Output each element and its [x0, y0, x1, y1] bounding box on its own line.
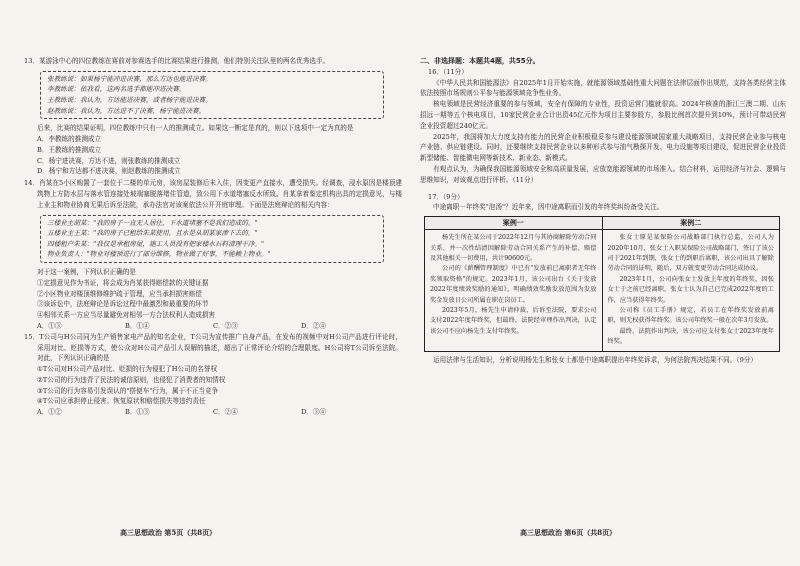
q13-statement: 王教练说：我认为，方达能进决赛，或者杨宁能进决赛。: [47, 95, 212, 104]
right-page: [420, 56, 786, 365]
case-two-cell: [602, 230, 780, 351]
q14-option-c[interactable]: C．②③: [213, 321, 238, 330]
q14-option-b[interactable]: B．①④: [125, 321, 150, 330]
left-page: [24, 56, 402, 418]
q14-statement: 五楼业主王某："我的房子已租给朱某使用，且水是从胡某家渗下去的。": [47, 229, 258, 238]
q14-statement: 三楼业主胡某："我的房子一直无人居住，下水道堵塞不是我们造成的。": [47, 218, 258, 227]
case-one-paragraph: 杨先生所在某公司于2022年12月与其协商解除劳动合同关系，并一次性结清因解除劳动合同关系产生的补偿、赔偿及其他相关一切费用，共计90600元。: [430, 234, 597, 262]
q15-option-c[interactable]: C．②④: [213, 408, 238, 417]
q13-condition: 后来，比赛的结果证明，四位教练中只有一人的推测成立。如果这一断定是真的，则以下选项中一定为真的是: [37, 124, 354, 133]
q16-question: 有观点认为，为确保我国能源领域安全和高质量发展，应放宽能源领域的市场准入。结合材料，运用经济与社会、逻辑与思维知识，对该观点进行评析。（11分）: [420, 164, 786, 184]
q13-statement: 李教练说：依我看，这两名选手都能冲进决赛。: [47, 85, 186, 94]
q14-ask: 对于这一案例，下列认识正确的是: [37, 267, 136, 276]
q16-paragraph: 核电领域是民营经济重要的参与领域，安全有保障的专业性，投资运营门槛就很高。2024年核准的浙江三澳二期、山东招远一期等五个核电项目，10家民营企业合计出资45亿元作为项目主要参股方，参股比例首次提升到10%，预计可带动民营企业投资超过240亿元。: [420, 100, 786, 130]
case-one-paragraph: 2023年5月，杨先生申请仲裁，后诉至法院，要求公司支付2022年度年终奖，但最终，法院经审理作出判决，认定该公司不应向杨先生支付年终奖。: [430, 307, 597, 335]
left-page-footer: 高三思想政治 第5页（共8页）: [120, 528, 217, 537]
q17-question: 运用法律与生活知识，分析说明杨先生和张女士都是中途离职提出年终奖诉求，为何法院判决结果不同。（9分）: [433, 355, 757, 364]
q14-item: ④相邻关系一方应当尽量避免对相邻一方合法权利人造成损害: [37, 311, 216, 320]
q15-option-b[interactable]: B．①③: [125, 408, 150, 417]
case-two-paragraph: 2023年1月，公司向张女士发放上年度的年终奖，因张女士于之前已经离职，张女士认为自己已完成2022年度的工作，应当获得年终奖。: [607, 275, 774, 304]
q14-item: ③该诉讼中，法庭辩论是诉讼过程中最激烈和最重要的环节: [37, 300, 209, 309]
q15-option-d[interactable]: D．③④: [301, 408, 327, 417]
q13-stem: 13．某游泳中心的四位教练在赛前对参赛选手的比赛结果进行推测，他们特别关注队里的两名优秀选手。: [24, 57, 330, 65]
q14-item: ②小区物业对楼顶维修维护疏于管理，应当承担损害赔偿: [37, 289, 202, 298]
case-two-paragraph: 张女士原是某保险公司战略部门执行总监，公司人为2020年10月，张女士入职某保险公司战略部门，签订了该公司于2021年到期，张女士的到职后离职，该公司出具了解除劳动合同的证明，随后，双方就变更劳动合同达成协议。: [607, 234, 774, 273]
q15-option-a[interactable]: A．①②: [37, 408, 62, 417]
q15-options: [24, 407, 402, 418]
q13-statement-box: [40, 71, 384, 119]
q14-statement: 四楼租户朱某："我仅是承租房屋，施工人员没有把家楼水石料清理干净。": [47, 239, 265, 248]
q13-option-a[interactable]: A．李教练的推测成立: [37, 134, 102, 143]
case-two-header: 案例二: [602, 217, 780, 230]
q14-item: ①定损意见作为书证，将会成为肖某获得赔偿款的关键证据: [37, 278, 209, 287]
q14-option-d[interactable]: D．②④: [301, 321, 327, 330]
case-table: [424, 216, 780, 351]
q15-item: ②T公司的行为违背了民法的诚信原则，也侵犯了消费者的知情权: [37, 375, 226, 384]
q14-option-a[interactable]: A．①③: [37, 321, 62, 330]
q13-statement: 赵教练说：我认为，方达进不了决赛，杨宁能进决赛。: [47, 106, 206, 115]
right-page-footer: 高三思想政治 第6页（共8页）: [520, 528, 617, 537]
case-one-paragraph: 公司的《薪酬管理制度》中已有"发放前已离职者无年终奖领取资格"的规定。2023年1月，该公司出台《关于发放2022年度绩效奖励的通知》，明确绩效奖励发放范围为发放奖金发放日公司所属在职在岗员工。: [430, 265, 597, 304]
q14-options: [24, 321, 402, 332]
case-one-header: 案例一: [425, 217, 603, 230]
q14-stem: 14．肖某在5小区购置了一套位于二楼的单元房，该房屋装修后未入住，因变更产直接水，遭受损失。经调查，浸水原因是楼顶建筑物上方防水层与落水管连接处坡端塞脱落堵住管道，致公用下水道堵塞反水所致。肖某拿着鉴定机构出具的定损意见，与楼上业主和物业协商无果后诉至法院，承办法官对该案依法公开开庭审理。下面是法庭辩论的相关内容：: [24, 179, 402, 209]
q16-paragraph: 《中华人民共和国能源法》自2025年1月开始实施，就能源领域基础性重大问题在法律层面作出规范，支持各类经营主体依法按照市场规则公平参与能源领域竞争性业务。: [420, 78, 786, 98]
case-two-paragraph: 公司称《员工手册》规定，若员工在年终奖发放前离职，则无权获得年终奖。该公司年终奖一般在次年3月发放。: [607, 307, 774, 325]
q13-option-c[interactable]: C．杨宁进决赛，方达不进，则张教练的推测成立: [37, 156, 181, 165]
q15-item: ①T公司对H公司产品对比、贬损的行为侵犯了H公司的名誉权: [37, 365, 218, 374]
case-one-cell: [425, 230, 603, 351]
q13-option-d[interactable]: D．杨宁和方达都不进决赛，则赵教练的推测成立: [37, 167, 181, 176]
q17-intro: 中途离职－年终奖"泡汤"？近年来，因中途离职而引发的年终奖纠纷备受关注。: [433, 203, 664, 212]
q16-heading: 16．（11分）: [428, 67, 468, 76]
q17-heading: 17．（9分）: [428, 192, 464, 201]
q16-paragraph: 2025年，我国将加大力度支持有能力的民营企业积极稳妥参与建设能源领域国家重大战略项目，支持民营企业参与核电产业链、供应链建设。同时，还要继续支持民营企业以多种形式参与油气勘探开发、电力设施等项目建设，促进民营企业投资新型储能、智能微电网等新技术、新业态、新模式。: [420, 132, 786, 163]
q14-statement-box: [40, 215, 384, 263]
case-two-paragraph: 最终，法院作出判决，该公司应支付张女士2023年度年终奖。: [607, 327, 774, 346]
q15-stem: 15．T公司与H公司同为生产销售家电产品的知名企业，T公司为宣传推广自身产品，在发布的视频中对H公司产品进行评论时，采用对比、贬损等方式，使公众对H公司产品引人误解的描述，超出了正常评论介绍的合理限度。H公司将T公司诉至法院。对此，下列认识正确的是: [24, 332, 402, 363]
q13-statement: 张教练说：如果杨宁能冲进决赛，那么方达也能进决赛。: [47, 74, 212, 83]
section-title: 二、非选择题：本题共4题，共55分。: [420, 57, 540, 65]
q15-item: ④T公司应承担停止侵害、恢复原状和赔偿损失等违约责任: [37, 397, 206, 406]
q14-statement: 物业负责人："物业对楼顶进行了部分维修，物业做了好事，不能赖上物业。": [47, 250, 271, 259]
q15-item: ③T公司的行为容易引发误认的"搭便车"行为，属于不正当竞争: [37, 386, 219, 395]
q13-option-b[interactable]: B．王教练的推测成立: [37, 145, 102, 154]
